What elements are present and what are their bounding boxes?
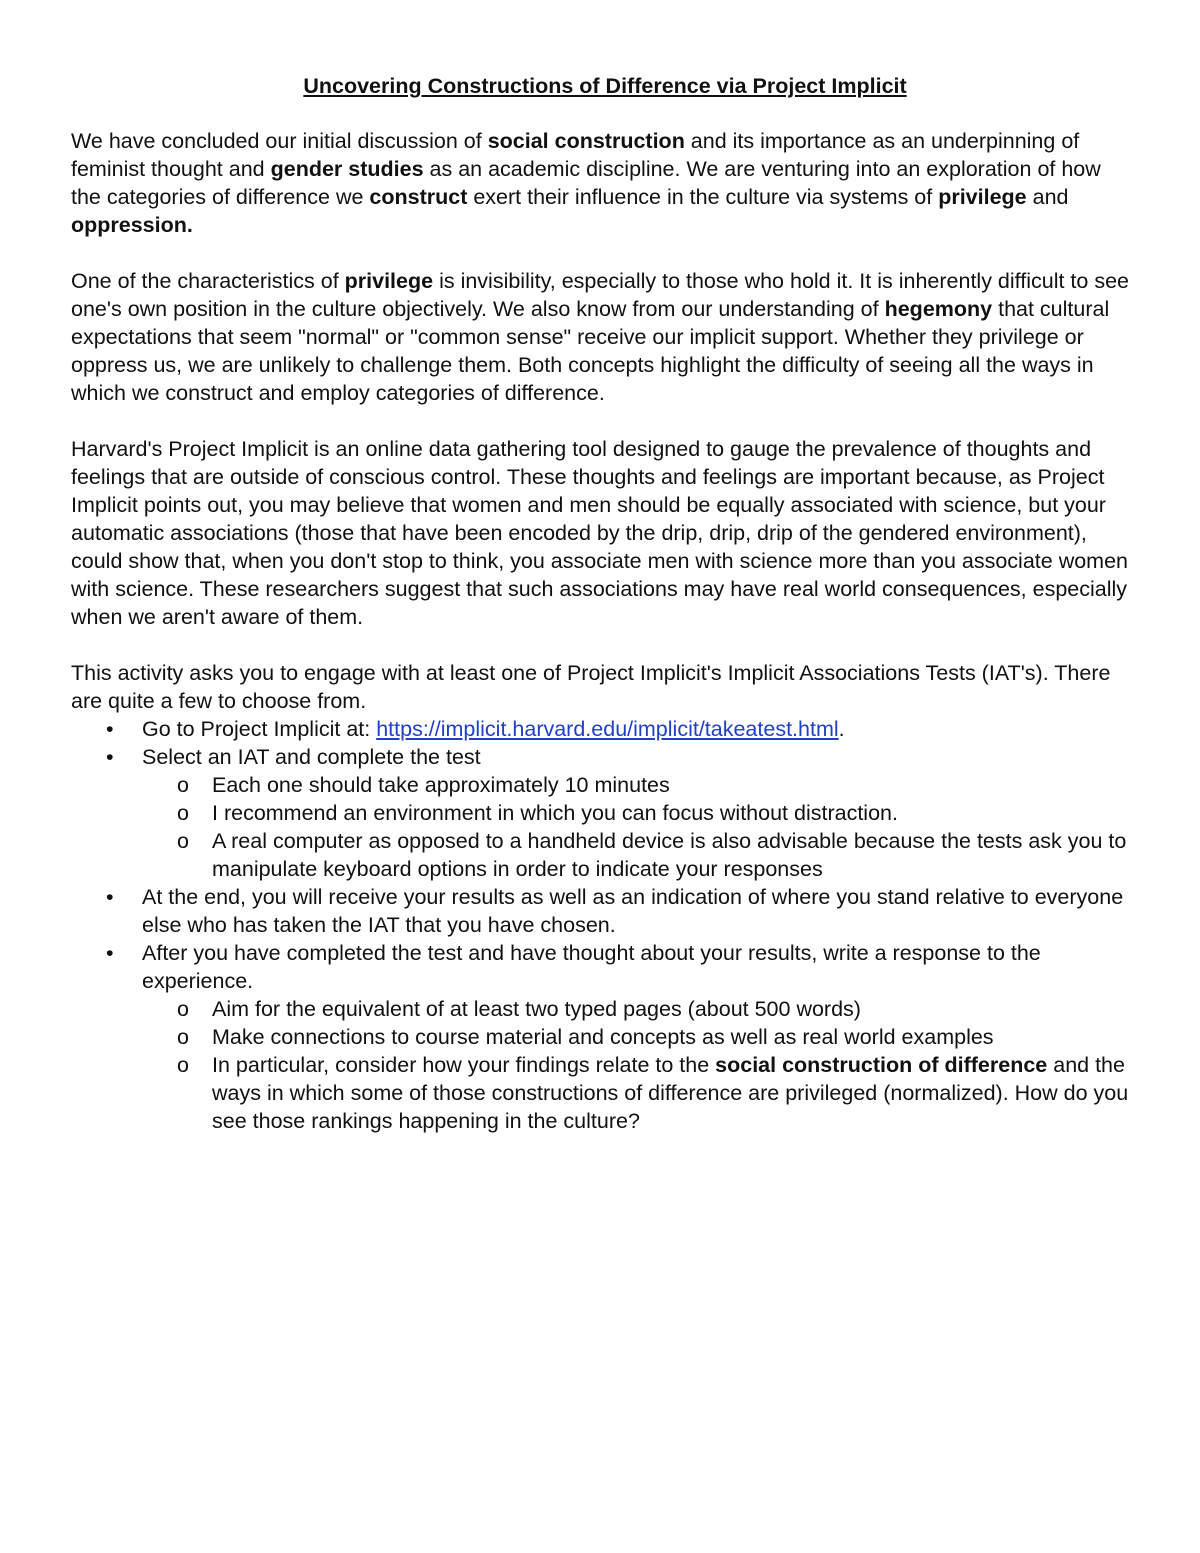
privilege-paragraph: One of the characteristics of privilege is invisibility, especially to those who hold it. It is inherently difficult to see one's own position in the culture objectively. We also know from our understanding of hegemony that cultural expectations that seem "normal" or "common sense" receive our implicit support. Whether they privilege or oppress us, we are unlikely to challenge them. Both concepts highlight the difficulty of seeing all the ways in which we construct and employ categories of difference. <box>71 269 1129 405</box>
sub-list-item: o A real computer as opposed to a handheld device is also advisable because the tests ask you to manipulate keyboard options in order to indicate your responses <box>142 827 1129 883</box>
document-page <box>71 72 1129 1135</box>
document-title: Uncovering Constructions of Difference via Project Implicit <box>303 74 907 98</box>
sub-list-item: o Make connections to course material and concepts as well as real world examples <box>142 1023 1129 1051</box>
sub-list <box>142 771 1129 883</box>
intro-paragraph: We have concluded our initial discussion of social construction and its importance as an underpinning of feminist thought and gender studies as an academic discipline. We are venturing into an exploration of how the categories of difference we construct exert their influence in the culture via systems of privilege and oppression. <box>71 129 1101 237</box>
sub-list <box>142 995 1129 1135</box>
instruction-list <box>71 715 1129 1135</box>
sub-list-item: o I recommend an environment in which you can focus without distraction. <box>142 799 1129 827</box>
list-item: • Go to Project Implicit at: https://implicit.harvard.edu/implicit/takeatest.html. <box>71 715 1129 743</box>
sub-list-item: o Aim for the equivalent of at least two typed pages (about 500 words) <box>142 995 1129 1023</box>
list-item: • Select an IAT and complete the test o Each one should take approximately 10 minutes o I recommend an environment in which you can focus without distraction. o A real computer as opposed to a handheld device is also advisable because the tests ask you to manipulate keyboard options in order to indicate your responses <box>71 743 1129 883</box>
activity-paragraph: This activity asks you to engage with at least one of Project Implicit's Implicit Associations Tests (IAT's). There are quite a few to choose from. <box>71 661 1111 713</box>
sub-list-item: o In particular, consider how your findings relate to the social construction of difference and the ways in which some of those constructions of difference are privileged (normalized). How do you see those rankings happening in the culture? <box>142 1051 1129 1135</box>
list-item: • After you have completed the test and have thought about your results, write a response to the experience. o Aim for the equivalent of at least two typed pages (about 500 words) o Make connections to course material and concepts as well as real world examples o In particular, consider how your findings relate to the social construction of difference and the ways in which some of those constructions of difference are privileged (normalized). How do you see those rankings happening in the culture? <box>71 939 1129 1135</box>
list-item: • At the end, you will receive your results as well as an indication of where you stand relative to everyone else who has taken the IAT that you have chosen. <box>71 883 1129 939</box>
project-implicit-link[interactable]: https://implicit.harvard.edu/implicit/takeatest.html <box>376 717 839 741</box>
project-implicit-paragraph: Harvard's Project Implicit is an online data gathering tool designed to gauge the prevalence of thoughts and feelings that are outside of conscious control. These thoughts and feelings are important because, as Project Implicit points out, you may believe that women and men should be equally associated with science, but your automatic associations (those that have been encoded by the drip, drip, drip of the gendered environment), could show that, when you don't stop to think, you associate men with science more than you associate women with science. These researchers suggest that such associations may have real world consequences, especially when we aren't aware of them. <box>71 437 1128 629</box>
sub-list-item: o Each one should take approximately 10 minutes <box>142 771 1129 799</box>
